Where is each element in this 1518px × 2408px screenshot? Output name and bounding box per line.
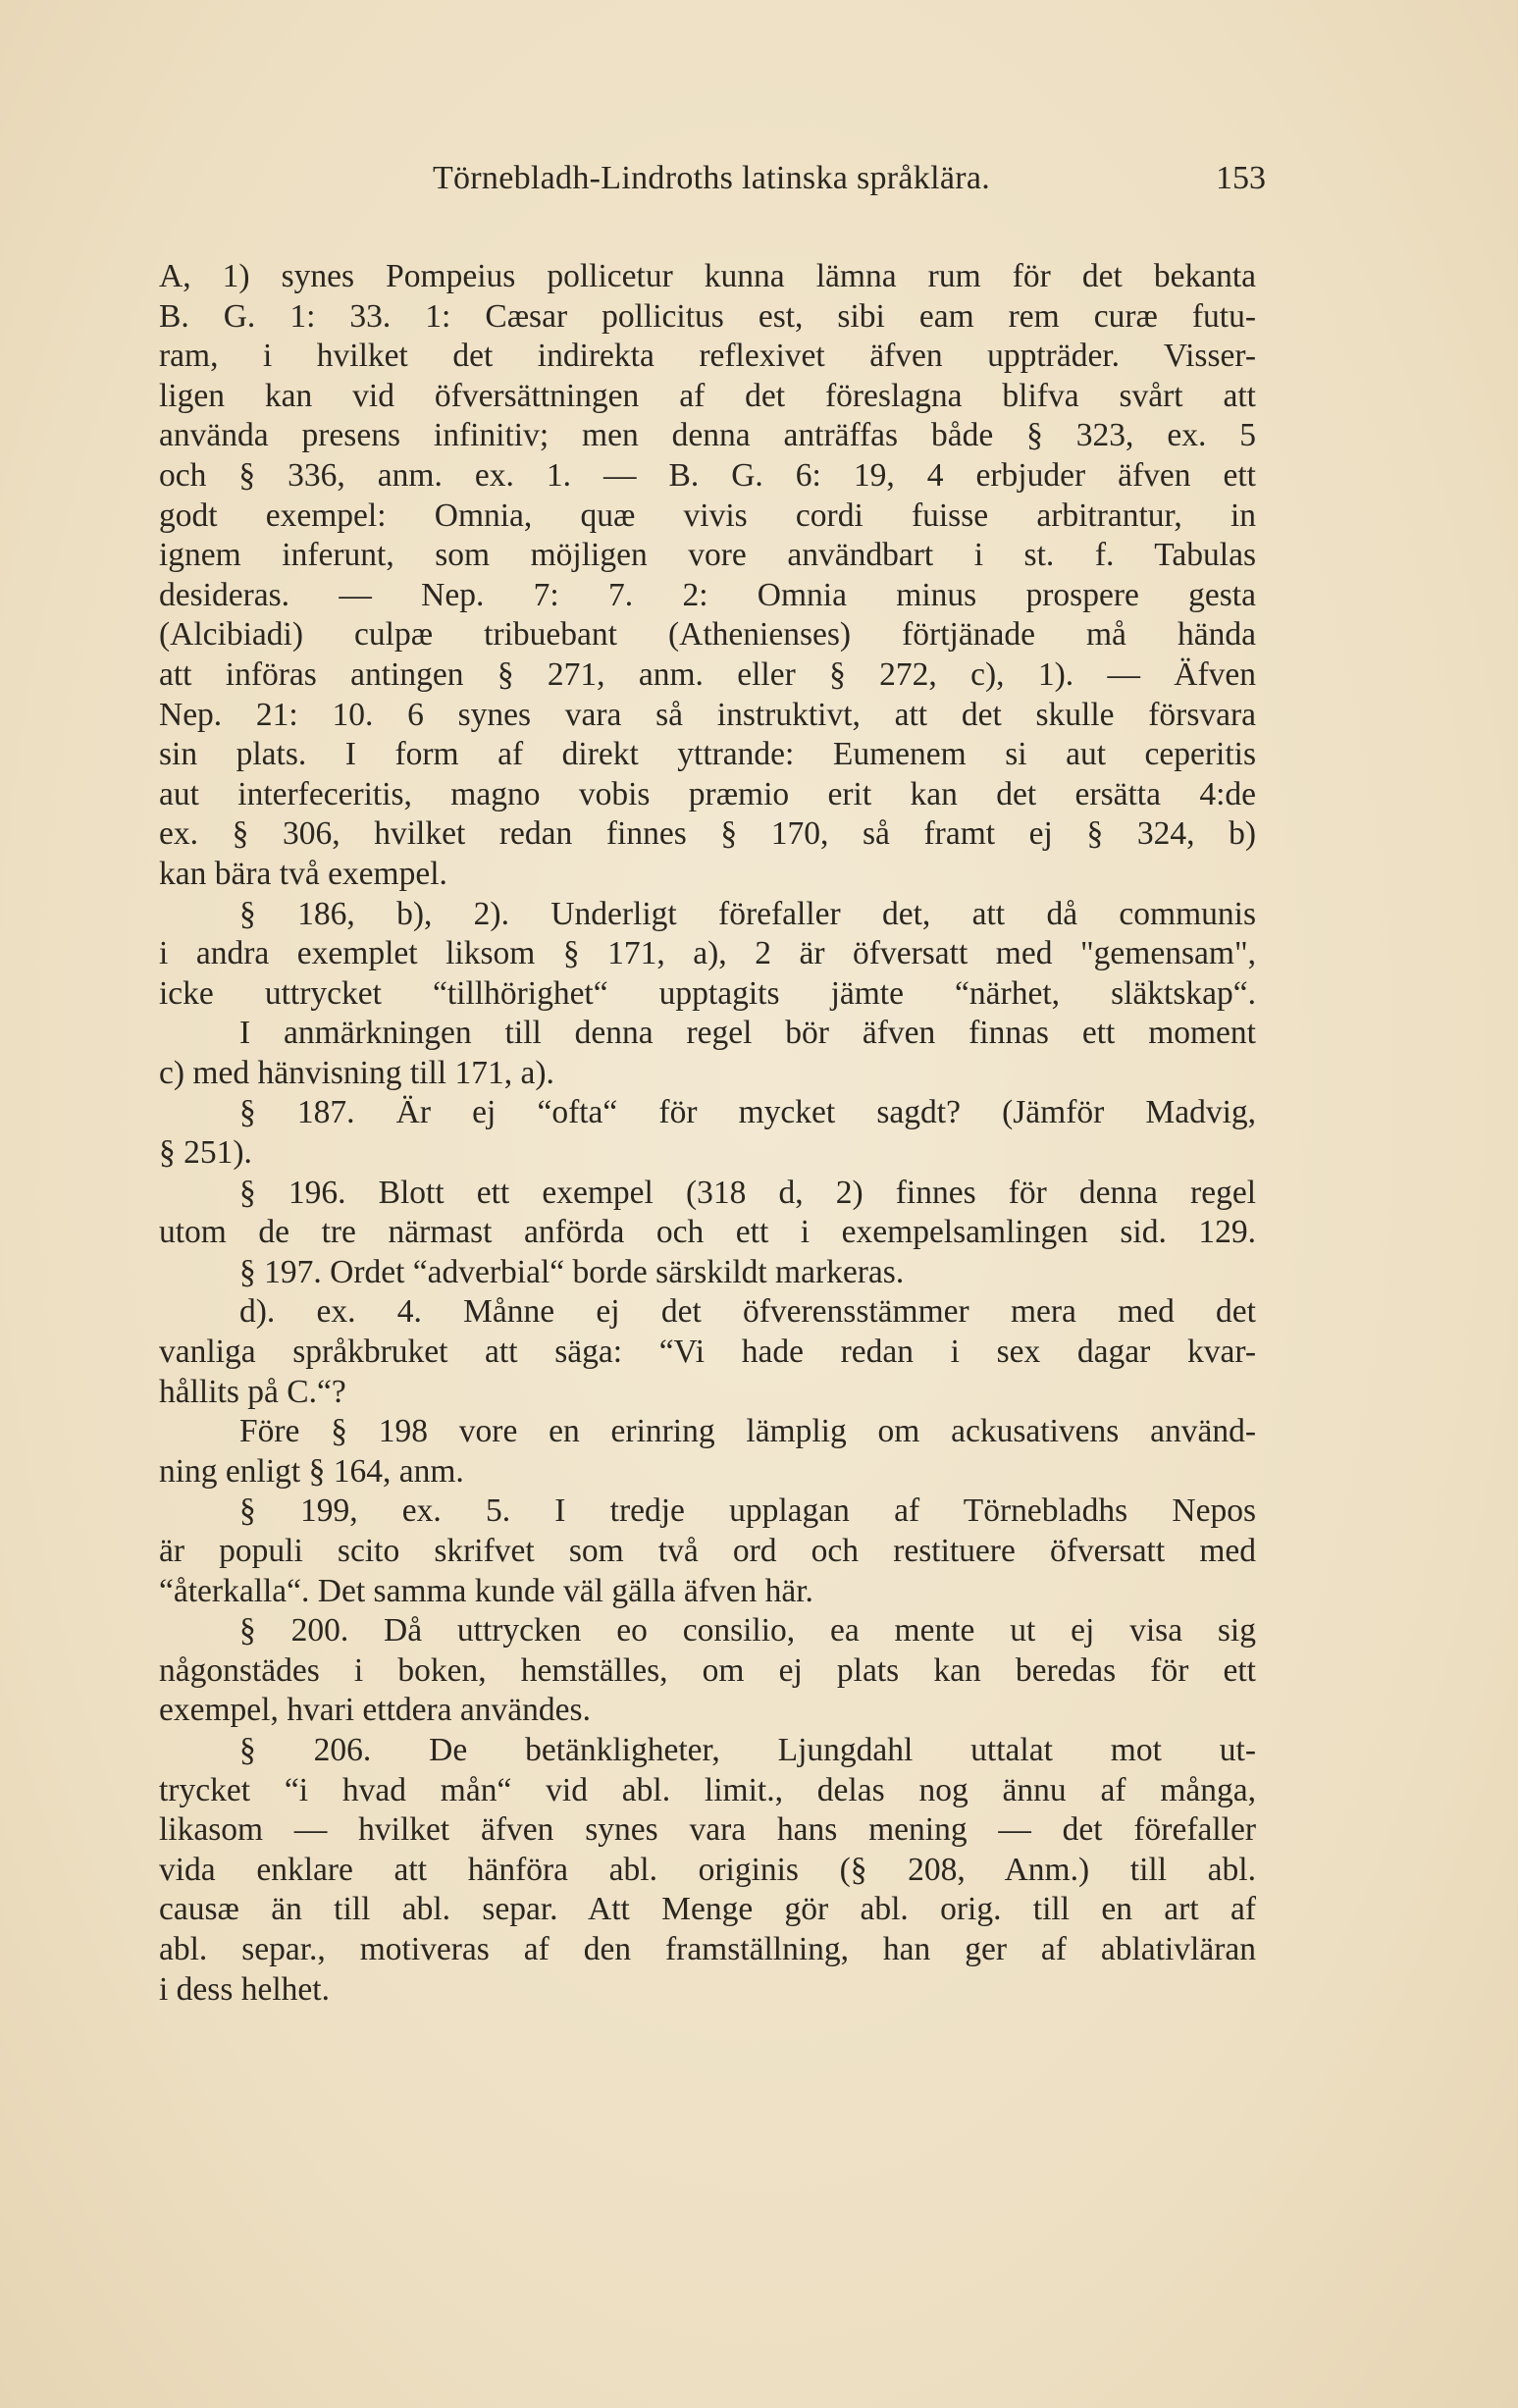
text-line: att införas antingen § 271, anm. eller § 272, c), 1). — Äfven — [159, 655, 1256, 693]
text-line: “återkalla“. Det samma kunde väl gälla äfven här. — [159, 1572, 813, 1609]
text-line: § 206. De betänkligheter, Ljungdahl uttalat mot ut- — [239, 1731, 1256, 1768]
text-line: A, 1) synes Pompeius pollicetur kunna lämna rum för det bekanta — [159, 258, 1256, 294]
page-number: 153 — [1216, 160, 1266, 196]
text-line: ning enligt § 164, anm. — [159, 1452, 464, 1490]
text-line: § 251). — [159, 1134, 252, 1172]
text-line: d). ex. 4. Månne ej det öfverensstämmer mera med det — [239, 1293, 1256, 1331]
text-line: någonstädes i boken, hemställes, om ej plats kan beredas för ett — [159, 1651, 1256, 1689]
text-line: § 200. Då uttrycken eo consilio, ea mente ut ej visa sig — [239, 1612, 1256, 1649]
text-line: är populi scito skrifvet som två ord och restituere öfversatt med — [159, 1533, 1256, 1569]
text-line: § 197. Ordet “adverbial“ borde särskildt markeras. — [239, 1253, 905, 1290]
text-line: ligen kan vid öfversättningen af det föreslagna blifva svårt att — [159, 377, 1256, 414]
text-line: abl. separ., motiveras af den framställning, han ger af ablativläran — [159, 1930, 1256, 1967]
text-line: c) med hänvisning till 171, a). — [159, 1054, 554, 1091]
text-line: § 186, b), 2). Underligt förefaller det, att då communis — [239, 895, 1256, 932]
text-line: utom de tre närmast anförda och ett i exempelsamlingen sid. 129. — [159, 1214, 1256, 1251]
text-line: hållits på C.“? — [159, 1373, 346, 1410]
page-header — [157, 160, 1266, 209]
text-line: B. G. 1: 33. 1: Cæsar pollicitus est, sibi eam rem curæ futu- — [159, 297, 1256, 335]
text-line: causæ än till abl. separ. Att Menge gör abl. orig. till en art af — [159, 1891, 1256, 1928]
text-line: vida enklare att hänföra abl. originis (§ 208, Anm.) till abl. — [159, 1851, 1256, 1888]
text-line: i dess helhet. — [159, 1970, 330, 2008]
text-line: § 199, ex. 5. I tredje upplagan af Törnebladhs Nepos — [239, 1492, 1256, 1530]
text-line: godt exempel: Omnia, quæ vivis cordi fuisse arbitrantur, in — [159, 497, 1256, 534]
text-line: vanliga språkbruket att säga: “Vi hade redan i sex dagar kvar- — [159, 1334, 1256, 1371]
text-line: I anmärkningen till denna regel bör äfven finnas ett moment — [239, 1015, 1256, 1052]
text-line: desideras. — Nep. 7: 7. 2: Omnia minus prospere gesta — [159, 576, 1256, 613]
text-line: exempel, hvari ettdera användes. — [159, 1692, 591, 1729]
text-line: ex. § 306, hvilket redan finnes § 170, så framt ej § 324, b) — [159, 815, 1256, 853]
text-line: icke uttrycket “tillhörighet“ upptagits jämte “närhet, släktskap“. — [159, 974, 1256, 1012]
text-line: kan bära två exempel. — [159, 855, 447, 892]
text-line: sin plats. I form af direkt yttrande: Eumenem si aut ceperitis — [159, 736, 1256, 773]
text-line: Före § 198 vore en erinring lämplig om ackusativens använd- — [239, 1413, 1256, 1450]
text-line: ignem inferunt, som möjligen vore användbart i st. f. Tabulas — [159, 537, 1256, 574]
body-text — [159, 257, 1256, 2010]
text-line: och § 336, anm. ex. 1. — B. G. 6: 19, 4 erbjuder äfven ett — [159, 456, 1256, 494]
text-line: § 187. Är ej “ofta“ för mycket sagdt? (Jämför Madvig, — [239, 1094, 1256, 1131]
text-line: likasom — hvilket äfven synes vara hans mening — det förefaller — [159, 1811, 1256, 1849]
running-title: Törnebladh-Lindroths latinska språklära. — [432, 160, 991, 196]
text-line: trycket “i hvad mån“ vid abl. limit., delas nog ännu af många, — [159, 1771, 1256, 1808]
text-line: i andra exemplet liksom § 171, a), 2 är öfversatt med "gemensam", — [159, 935, 1256, 972]
text-line: ram, i hvilket det indirekta reflexivet äfven uppträder. Visser- — [159, 338, 1256, 375]
text-line: § 196. Blott ett exempel (318 d, 2) finnes för denna regel — [239, 1174, 1256, 1211]
text-line: Nep. 21: 10. 6 synes vara så instruktivt, att det skulle försvara — [159, 696, 1256, 733]
text-line: använda presens infinitiv; men denna anträffas både § 323, ex. 5 — [159, 417, 1256, 454]
text-line: aut interfeceritis, magno vobis præmio erit kan det ersätta 4:de — [159, 775, 1256, 812]
text-line: (Alcibiadi) culpæ tribuebant (Athenienses) förtjänade må hända — [159, 616, 1256, 654]
